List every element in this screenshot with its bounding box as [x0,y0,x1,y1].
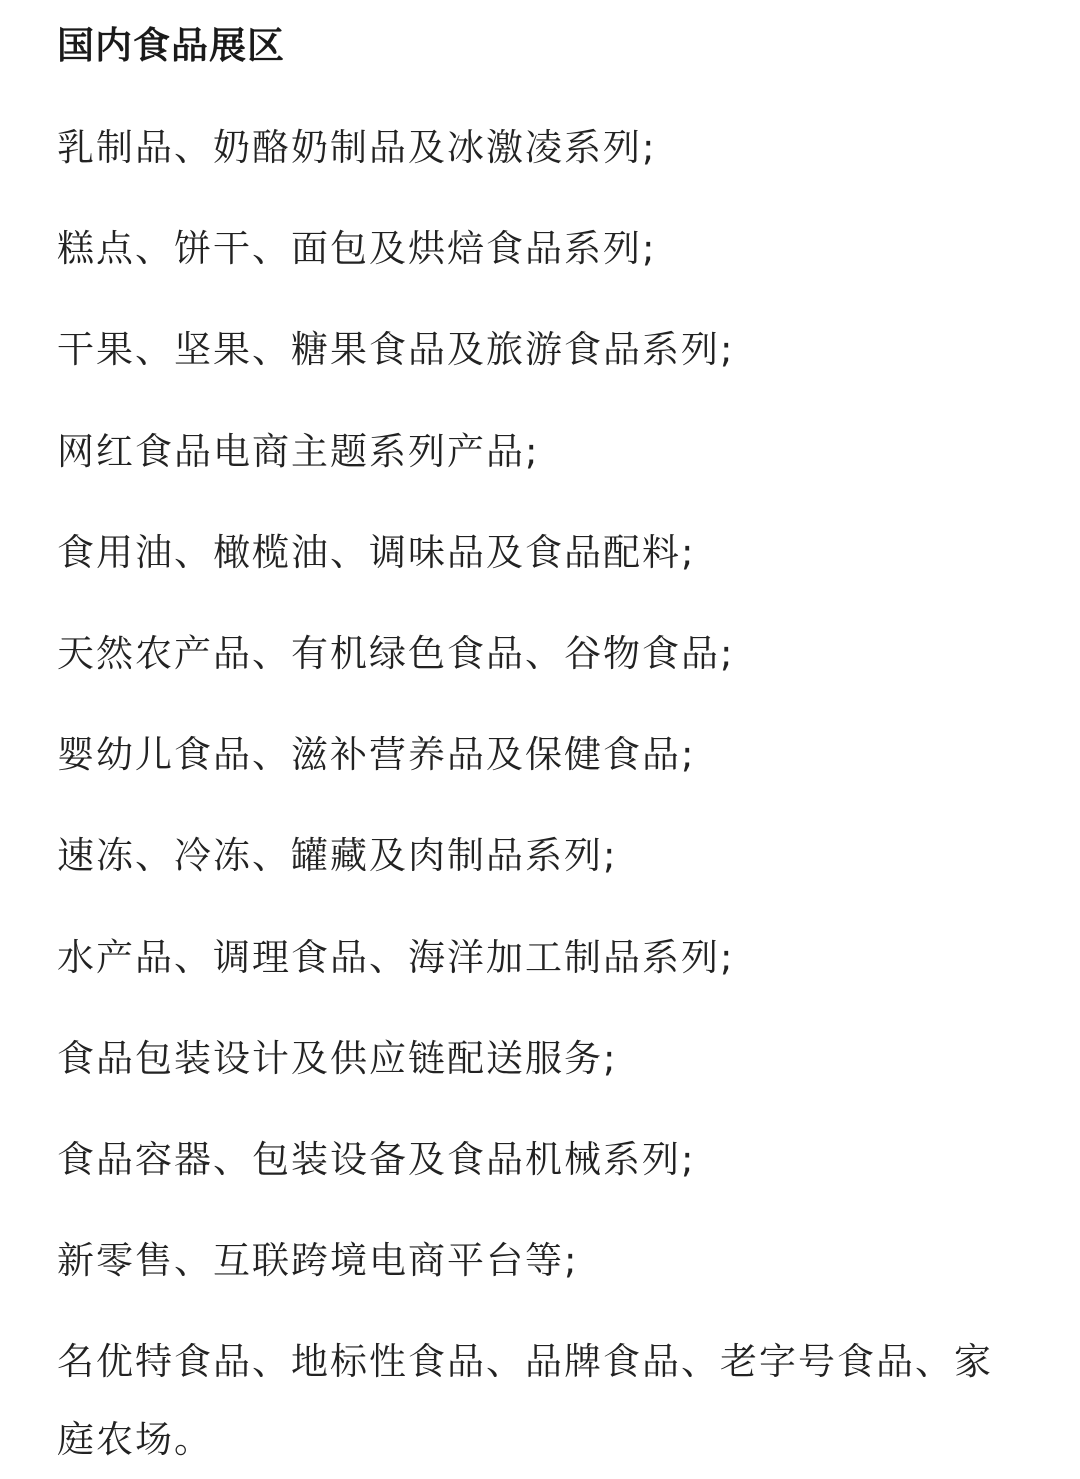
list-item: 食用油、橄榄油、调味品及食品配料; [57,531,696,574]
list-item: 干果、坚果、糖果食品及旅游食品系列; [57,328,735,371]
list-item: 名优特食品、地标性食品、品牌食品、老字号食品、家庭农场。 [57,1340,993,1461]
list-item: 乳制品、奶酪奶制品及冰激凌系列; [57,126,657,169]
section-title: 国内食品展区 [57,24,285,67]
list-item: 新零售、互联跨境电商平台等; [57,1239,579,1282]
list-item: 水产品、调理食品、海洋加工制品系列; [57,936,735,979]
list-item: 网红食品电商主题系列产品; [57,430,540,473]
list-item: 糕点、饼干、面包及烘焙食品系列; [57,227,657,270]
list-item: 天然农产品、有机绿色食品、谷物食品; [57,632,735,675]
list-item: 食品包装设计及供应链配送服务; [57,1037,618,1080]
list-item: 婴幼儿食品、滋补营养品及保健食品; [57,733,696,776]
list-item: 速冻、冷冻、罐藏及肉制品系列; [57,834,618,877]
list-item: 食品容器、包装设备及食品机械系列; [57,1138,696,1181]
